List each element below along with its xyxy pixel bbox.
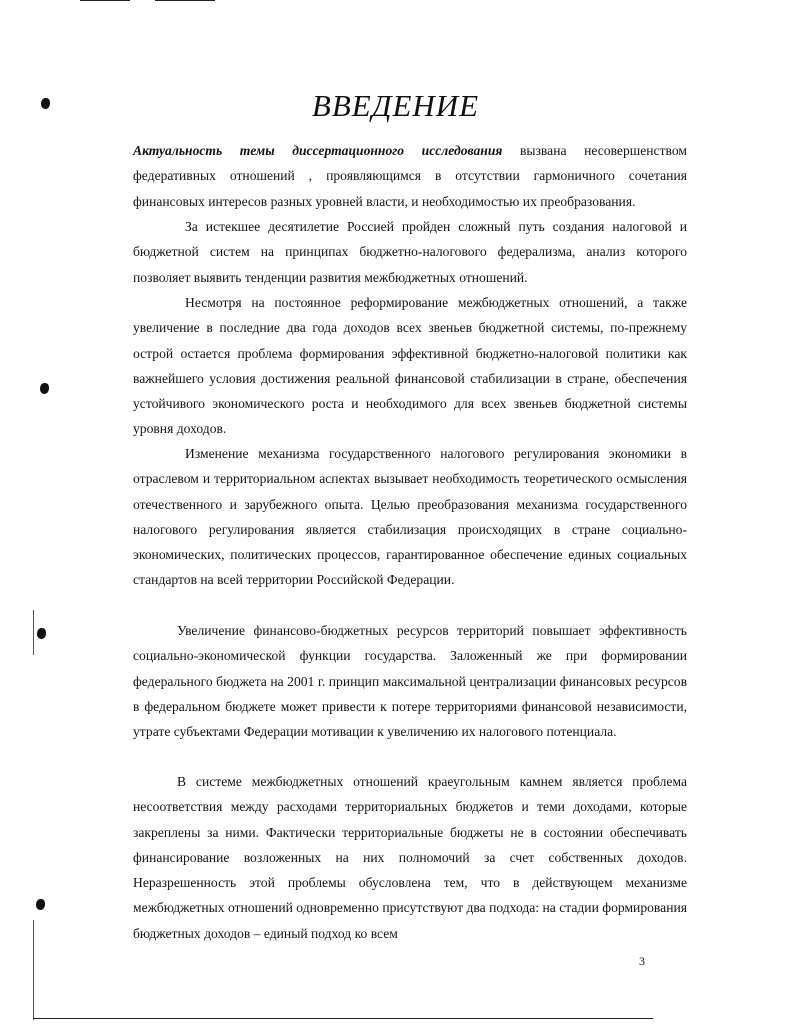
punch-hole-mark	[40, 383, 49, 394]
paragraph	[133, 290, 687, 442]
page-title: ВВЕДЕНИЕ	[311, 88, 480, 123]
paragraph	[133, 441, 687, 593]
paragraph-text: Изменение механизма государственного налогового регулирования экономики в отраслевом и территориальном аспектах вызывает необходимость теоретического осмысления отечественного и зарубежного опыта. Целью преобразования механизма государственного налогового регулирования является стабилизация происходящих в стране социально-экономических, политических процессов, гарантированное обеспечение единых социальных стандартов на всей территории Российской Федерации.	[133, 446, 687, 588]
paragraph-text: Несмотря на постоянное реформирование межбюджетных отношений, а также увеличение в последние два года доходов всех звеньев бюджетной системы, по-прежнему острой остается проблема формирования эффективной бюджетно-налоговой политики как важнейшего условия достижения реальной финансовой стабилизации в стране, обеспечения устойчивого экономического роста и необходимого для всех звеньев бюджетной системы уровня доходов.	[133, 295, 687, 437]
paragraph	[133, 769, 687, 946]
scan-edge-mark	[155, 0, 215, 1]
punch-hole-mark	[37, 628, 46, 639]
paragraph	[133, 138, 687, 214]
paragraph-text: За истекшее десятилетие Россией пройден сложный путь создания налоговой и бюджетной систем на принципах бюджетно-налогового федерализма, анализ которого позволяет выявить тенденции развития межбюджетных отношений.	[133, 219, 687, 285]
paragraph-lead: Актуальность темы диссертационного исследования	[133, 143, 503, 158]
page-number: 3	[639, 954, 645, 968]
scan-edge-mark	[33, 1018, 653, 1019]
paragraph-text: вызвана несовершенством федеративных отношений , проявляющимся в отсутствии гармоничного сочетания финансовых интересов разных уровней власти, и необходимостью их преобразования.	[133, 143, 687, 209]
paragraph-text: В системе межбюджетных отношений краеугольным камнем является проблема несоответствия между расходами территориальных бюджетов и теми доходами, которые закреплены за ними. Фактически территориальные бюджеты не в состоянии обеспечивать финансирование возложенных на них полномочий за счет собственных доходов. Неразрешенность этой проблемы обусловлена тем, что в действующем механизме межбюджетных отношений одновременно присутствуют два подхода: на стадии формирования бюджетных доходов – единый подход ко всем	[133, 774, 687, 941]
paragraph	[133, 618, 687, 744]
paragraph-text: Увеличение финансово-бюджетных ресурсов территорий повышает эффективность социально-экономической функции государства. Заложенный же при формировании федерального бюджета на 2001 г. принцип максимальной централизации финансовых ресурсов в федеральном бюджете может привести к потере территориями финансовой независимости, утрате субъектами Федерации мотивации к увеличению их налогового потенциала.	[133, 623, 687, 740]
scan-edge-line	[33, 610, 34, 655]
scan-edge-line	[33, 920, 34, 1020]
paragraph	[133, 214, 687, 290]
scan-edge-mark	[80, 0, 130, 1]
punch-hole-mark	[36, 899, 45, 910]
